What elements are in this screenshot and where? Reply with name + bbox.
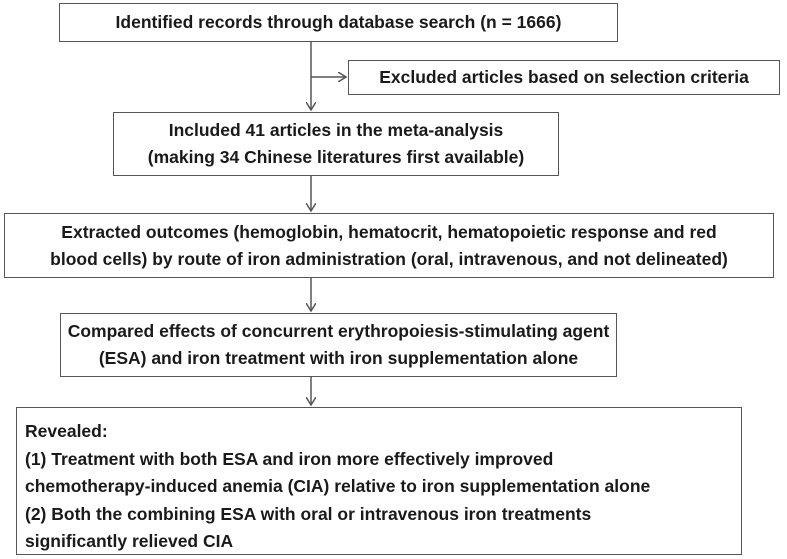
compared-effects-line-2: (ESA) and iron treatment with iron supplementation alone — [98, 348, 579, 368]
excluded-articles-text: Excluded articles based on selection criteria — [379, 67, 749, 87]
revealed-finding-1-line-2: chemotherapy-induced anemia (CIA) relative to iron supplementation alone — [25, 476, 651, 496]
extracted-outcomes-box — [4, 213, 774, 278]
revealed-finding-1-line-1: (1) Treatment with both ESA and iron more effectively improved — [25, 448, 554, 469]
revealed-finding-2-line-1: (2) Both the combining ESA with oral or intravenous iron treatments — [25, 503, 592, 524]
extracted-outcomes-line-1: Extracted outcomes (hemoglobin, hematocrit, hematopoietic response and red — [61, 221, 717, 242]
revealed-heading: Revealed: — [25, 421, 108, 441]
revealed-findings-box — [16, 407, 742, 555]
identified-records-text: Identified records through database search (n = 1666) — [115, 12, 562, 32]
included-articles-box — [113, 112, 559, 176]
compared-effects-box — [60, 313, 617, 377]
revealed-finding-2-line-2: significantly relieved CIA — [25, 531, 234, 551]
extracted-outcomes-line-2: blood cells) by route of iron administration (oral, intravenous, and not delineated) — [50, 248, 728, 269]
identified-records-box — [59, 3, 618, 42]
included-articles-line-2: (making 34 Chinese literatures first available) — [147, 147, 525, 167]
excluded-articles-box — [348, 60, 780, 95]
compared-effects-line-1: Compared effects of concurrent erythropoiesis-stimulating agent — [67, 321, 610, 341]
included-articles-line-1: Included 41 articles in the meta-analysis — [168, 120, 504, 140]
